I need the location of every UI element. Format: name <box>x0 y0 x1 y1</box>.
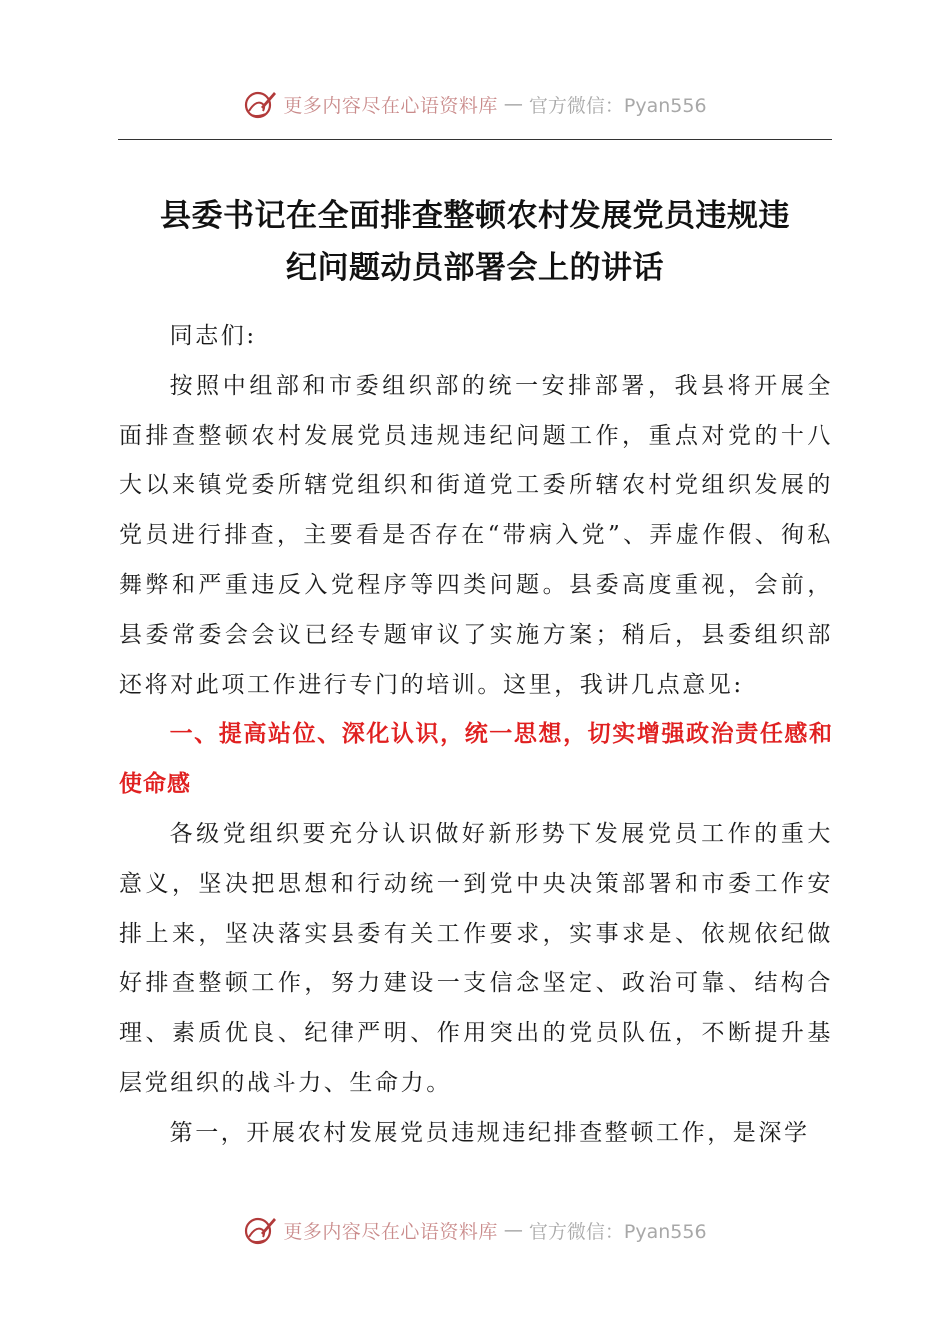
pen-logo-icon <box>243 87 277 121</box>
body-paragraph: 各级党组织要充分认识做好新形势下发展党员工作的重大意义，坚决把思想和行动统一到党中央决策部署和市委工作安排上来，坚决落实县委有关工作要求，实事求是、依规依纪做好排查整顿工作，努力建设一支信念坚定、政治可靠、结构合理、素质优良、纪律严明、作用突出的党员队伍，不断提升基层党组织的战斗力、生命力。 <box>119 820 833 1096</box>
watermark-main-text: 更多内容尽在心语资料库 <box>283 94 498 117</box>
title-line-2: 纪问题动员部署会上的讲话 <box>286 250 664 286</box>
document-body <box>119 312 833 1159</box>
salutation: 同志们: <box>169 323 257 349</box>
watermark-contact-text: 官方微信：Pyan556 <box>528 1220 707 1243</box>
header-divider <box>118 139 832 140</box>
document-title <box>110 190 840 294</box>
body-paragraph: 按照中组部和市委组织部的统一安排部署，我县将开展全面排查整顿农村发展党员违规违纪问题工作，重点对党的十八大以来镇党委所辖党组织和街道党工委所辖农村党组织发展的党员进行排查，主要看是否存在“带病入党”、弄虚作假、徇私舞弊和严重违反入党程序等四类问题。县委高度重视，会前，县委常委会会议已经专题审议了实施方案；稍后，县委组织部还将对此项工作进行专门的培训。这里，我讲几点意见: <box>119 372 833 698</box>
body-paragraph: 第一，开展农村发展党员违规违纪排查整顿工作，是深学 <box>169 1119 810 1146</box>
section-heading: 一、提高站位、深化认识，统一思想，切实增强政治责任感和使命感 <box>119 721 833 798</box>
watermark-contact-text: 官方微信：Pyan556 <box>528 94 707 117</box>
header-watermark <box>0 84 950 124</box>
footer-watermark <box>0 1210 950 1250</box>
pen-logo-icon <box>243 1213 277 1247</box>
watermark-separator: — <box>503 93 523 115</box>
title-line-1: 县委书记在全面排查整顿农村发展党员违规违 <box>160 198 790 234</box>
watermark-main-text: 更多内容尽在心语资料库 <box>283 1220 498 1243</box>
watermark-separator: — <box>503 1219 523 1241</box>
